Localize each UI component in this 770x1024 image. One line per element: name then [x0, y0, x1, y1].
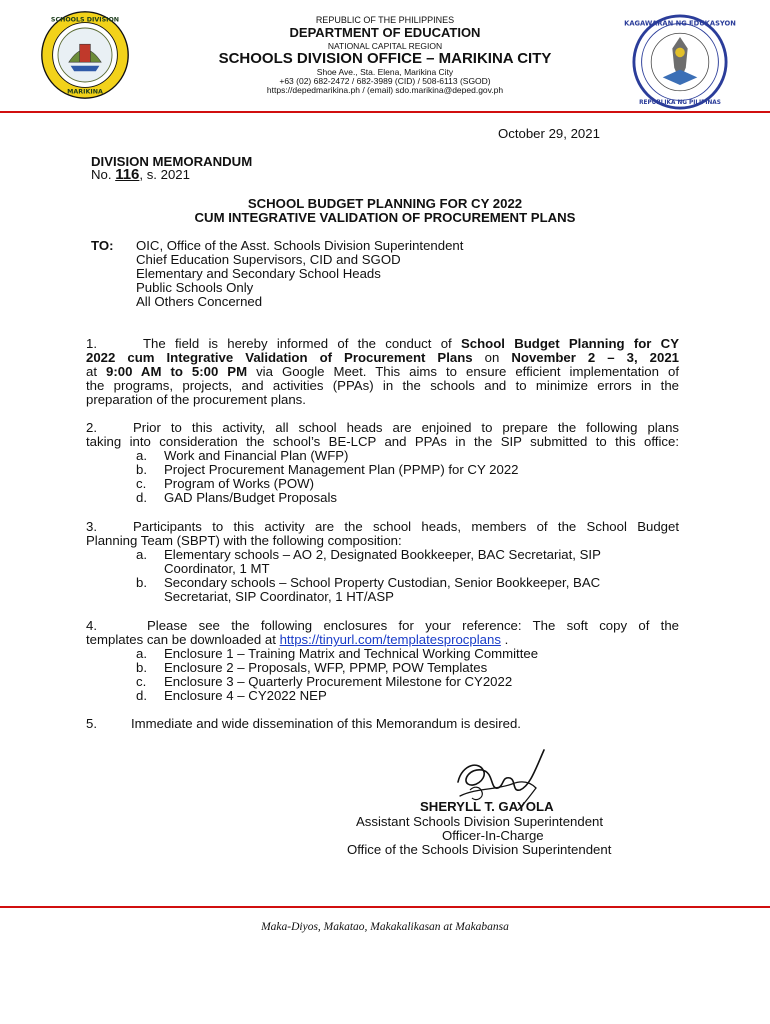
para3-number: 3.	[86, 519, 97, 534]
recipient: Public Schools Only	[136, 280, 254, 295]
para2-line: taking into consideration the school’s BE-LCP and PPAs in the SIP submitted to this office:	[86, 434, 679, 449]
list-item-letter: b.	[136, 575, 147, 590]
templates-link[interactable]: https://tinyurl.com/templatesprocplans	[279, 632, 501, 647]
para4-line: Please see the following enclosures for your reference: The soft copy of the	[147, 618, 679, 633]
para4-line: templates can be downloaded at https://tinyurl.com/templatesprocplans .	[86, 632, 509, 647]
list-item-letter: b.	[136, 462, 147, 477]
svg-text:KAGAWARAN NG EDUKASYON: KAGAWARAN NG EDUKASYON	[624, 19, 736, 28]
list-item-letter: a.	[136, 448, 147, 463]
list-item: Enclosure 2 – Proposals, WFP, PPMP, POW Templates	[164, 660, 488, 675]
region-label: NATIONAL CAPITAL REGION	[327, 41, 443, 51]
svg-text:SCHOOLS DIVISION: SCHOOLS DIVISION	[50, 16, 120, 24]
list-item-letter: b.	[136, 660, 147, 675]
svg-text:MARIKINA: MARIKINA	[67, 88, 103, 96]
svg-text:REPUBLIKA NG PILIPINAS: REPUBLIKA NG PILIPINAS	[639, 100, 721, 107]
footer-motto: Maka-Diyos, Makatao, Makakalikasan at Makabansa	[261, 921, 509, 933]
para2-line: Prior to this activity, all school heads are enjoined to prepare the following plans	[133, 420, 679, 435]
list-item-letter: d.	[136, 688, 147, 703]
para5-text: Immediate and wide dissemination of this Memorandum is desired.	[131, 716, 521, 731]
list-item-letter: d.	[136, 490, 147, 505]
para3-line: Planning Team (SBPT) with the following composition:	[86, 533, 402, 548]
recipient: Elementary and Secondary School Heads	[136, 266, 381, 281]
para1-line: the programs, projects, and activities (PPAs) in the schools and to minimize errors in the	[86, 378, 679, 393]
list-item: Work and Financial Plan (WFP)	[164, 448, 349, 463]
subject-line-1: SCHOOL BUDGET PLANNING FOR CY 2022	[247, 196, 523, 211]
footer-divider	[0, 906, 770, 908]
list-item-letter: a.	[136, 547, 147, 562]
memo-number-value: 116	[115, 166, 140, 183]
signatory-title: Officer-In-Charge	[442, 828, 544, 843]
office-web-email: https://depedmarikina.ph / (email) sdo.marikina@deped.gov.ph	[266, 85, 504, 95]
office-address: Shoe Ave., Sta. Elena, Marikina City	[316, 67, 454, 77]
list-item-cont: Coordinator, 1 MT	[164, 561, 270, 576]
list-item-cont: Secretariat, SIP Coordinator, 1 HT/ASP	[164, 589, 394, 604]
para4-number: 4.	[86, 618, 97, 633]
department-title: DEPARTMENT OF EDUCATION	[289, 25, 481, 40]
header-divider	[0, 111, 770, 113]
recipient: Chief Education Supervisors, CID and SGOD	[136, 252, 401, 267]
para5-number: 5.	[86, 716, 97, 731]
to-label: TO:	[91, 238, 114, 253]
memo-type: DIVISION MEMORANDUM	[91, 154, 253, 169]
list-item-letter: c.	[136, 476, 147, 491]
subject-line-2: CUM INTEGRATIVE VALIDATION OF PROCUREMENT PLANS	[194, 210, 576, 225]
republic-label: REPUBLIC OF THE PHILIPPINES	[315, 15, 455, 25]
signatory-name: SHERYLL T. GAYOLA	[420, 799, 554, 814]
para2-number: 2.	[86, 420, 97, 435]
memo-date: October 29, 2021	[498, 126, 600, 141]
signatory-title: Office of the Schools Division Superintendent	[347, 842, 612, 857]
list-item: Secondary schools – School Property Custodian, Senior Bookkeeper, BAC	[164, 575, 601, 590]
list-item: Elementary schools – AO 2, Designated Bookkeeper, BAC Secretariat, SIP	[164, 547, 601, 562]
office-title: SCHOOLS DIVISION OFFICE – MARIKINA CITY	[218, 50, 552, 67]
list-item: Enclosure 4 – CY2022 NEP	[164, 688, 327, 703]
list-item: GAD Plans/Budget Proposals	[164, 490, 337, 505]
para1-line: at 9:00 AM to 5:00 PM via Google Meet. This aims to ensure efficient implementation of	[86, 364, 679, 379]
office-phones: +63 (02) 682-2472 / 682-3989 (CID) / 508-6113 (SGOD)	[279, 76, 491, 86]
recipient: All Others Concerned	[136, 294, 263, 309]
list-item-letter: c.	[136, 674, 147, 689]
list-item-letter: a.	[136, 646, 147, 661]
para1-number: 1.	[86, 336, 97, 351]
para1-line: preparation of the procurement plans.	[86, 392, 306, 407]
recipient: OIC, Office of the Asst. Schools Division Superintendent	[136, 238, 464, 253]
list-item: Enclosure 1 – Training Matrix and Technical Working Committee	[164, 646, 539, 661]
list-item: Enclosure 3 – Quarterly Procurement Milestone for CY2022	[164, 674, 513, 689]
list-item: Project Procurement Management Plan (PPMP) for CY 2022	[164, 462, 519, 477]
memo-number: No. 116, s. 2021	[91, 166, 190, 183]
list-item: Program of Works (POW)	[164, 476, 314, 491]
para1-line: 2022 cum Integrative Validation of Procurement Plans on November 2 – 3, 2021	[86, 350, 680, 365]
para3-line: Participants to this activity are the school heads, members of the School Budget	[133, 519, 679, 534]
para1-line: The field is hereby informed of the conduct of School Budget Planning for CY	[143, 336, 679, 351]
signatory-title: Assistant Schools Division Superintendent	[356, 814, 604, 829]
